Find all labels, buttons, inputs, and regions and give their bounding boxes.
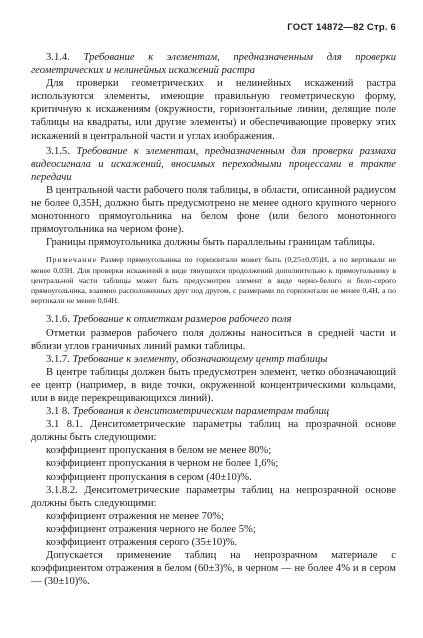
section-number: 3.1.5. bbox=[46, 145, 70, 157]
section-number: 3.1 8.1. bbox=[46, 419, 83, 431]
section-intro: Денситометрические параметры таблиц на непрозрачной основе должны быть следующими: bbox=[31, 484, 396, 509]
section-3-1-6-body: Отметки размеров рабочего поля должны наноситься в средней части и вблизи углов граничных линий рамки таблицы. bbox=[31, 327, 396, 352]
section-3-1-8-1-intro bbox=[31, 418, 396, 444]
section-intro: Денситометрические параметры таблиц на прозрачной основе должны быть следующими: bbox=[31, 419, 397, 444]
section-title: Требование к элементам, предназначенным для проверки геометрических и нелинейных искажений растра bbox=[31, 52, 397, 77]
section-title: Требование к элементу, обозначающему центр таблицы bbox=[72, 353, 328, 365]
section-3-1-8-heading bbox=[31, 405, 396, 418]
list-item: коэффициент пропускания в белом не менее 80%; bbox=[46, 445, 272, 457]
list-item: коэффициент отражения серого (35±10)%. bbox=[46, 537, 238, 549]
section-3-1-5-body: В центральной части рабочего поля таблицы, в области, описанной радиусом не более 0,35H, должно быть предусмотрено не менее одного крупного черного монотонного прямоугольника на белом фоне (или белого монотонного прямоугольника на черном фоне). bbox=[31, 184, 396, 236]
section-3-1-7-heading bbox=[31, 353, 396, 366]
section-3-1-7-body: В центре таблицы должен быть предусмотрен элемент, четко обозначающий ее центр (например, в виде точки, окруженной концентрическими кольцами, или в виде перекрещивающихся линий). bbox=[31, 366, 396, 404]
note-paragraph bbox=[31, 255, 396, 306]
section-number: 3.1.8.2. bbox=[46, 484, 78, 496]
section-3-1-5-body-2: Границы прямоугольника должны быть параллельны границам таблицы. bbox=[46, 237, 375, 249]
section-number: 3.1.6. bbox=[46, 314, 70, 326]
section-3-1-6-heading bbox=[31, 313, 396, 326]
list-item: коэффициент пропускания в черном не более 1,6%; bbox=[46, 458, 279, 470]
note-label: Примечание bbox=[46, 255, 98, 265]
section-3-1-4-heading bbox=[31, 51, 396, 77]
list-item: коэффициент отражения черного не более 5%; bbox=[46, 523, 256, 535]
section-number: 3.1.4. bbox=[46, 52, 70, 63]
section-3-1-4-body: Для проверки геометрических и нелинейных искажений растра используются элементы, имеющие правильную геометрическую форму, критичную к искажениям (окружности, горизонтальные линии, делящие поле таблицы на квадраты, или другие элементы) и обеспечивающие проверку этих искажений в центральной части и углах изображения. bbox=[31, 78, 396, 142]
section-number: 3.1 8. bbox=[46, 406, 70, 418]
note-text: Размер прямоугольника по горизонтали может быть (0,25±0,05)H, а по вертикали не менее 0,03H. Для проверки искажений в виде тянущихся продолжений дополнительно к прямоугольнику в центральной части таблицы может быть предусмотрен элемент в виде черно-белого и бело-серого прямоугольника, взаимно расположенных друг под другом, с размерами по горизонтали не менее 0,4H, а по вертикали не менее 0,04H. bbox=[31, 255, 396, 306]
section-title: Требование к отметкам размеров рабочего поля bbox=[72, 314, 292, 326]
section-3-1-5-heading bbox=[31, 145, 396, 184]
section-title: Требование к элементам, предназначенным для проверки размаха видеосигнала и искажений, вносимых переходными процессами в тракте передачи bbox=[31, 145, 396, 183]
section-3-1-8-2-intro bbox=[31, 484, 396, 510]
list-item: коэффициент пропускания в сером (40±10)%. bbox=[46, 471, 252, 483]
list-item: коэффициент отражения не менее 70%; bbox=[46, 510, 225, 522]
page-header: ГОСТ 14872—82 Стр. 6 bbox=[287, 22, 396, 33]
section-title: Требования к денситометрическим параметрам таблиц bbox=[72, 406, 330, 418]
closing-paragraph: Допускается применение таблиц на непрозрачном материале с коэффициентом отражения в белом (60±3)%, в черном — не более 4% и в сером — (30±10)%. bbox=[31, 550, 396, 588]
section-number: 3.1.7. bbox=[46, 353, 70, 365]
